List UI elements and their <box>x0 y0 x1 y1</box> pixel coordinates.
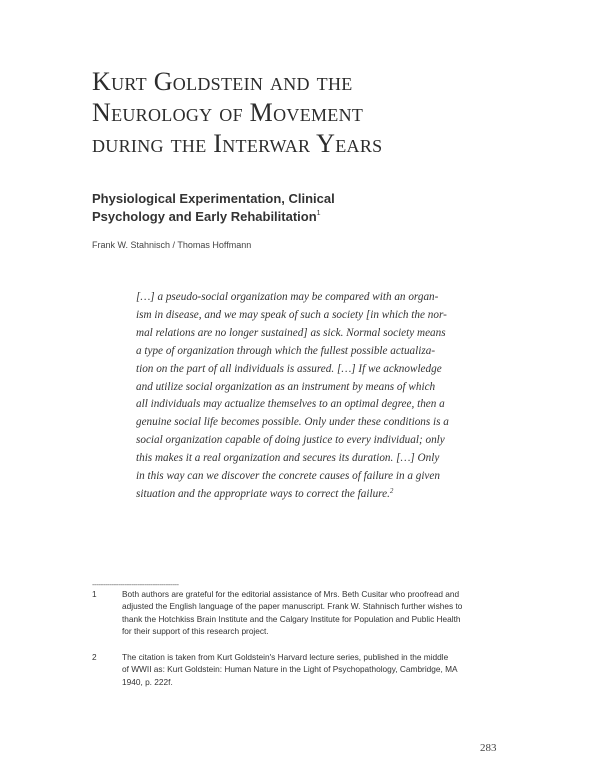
footnote-number: 2 <box>92 652 97 662</box>
authors: Frank W. Stahnisch / Thomas Hoffmann <box>92 240 252 250</box>
footnote-separator: ---------------------------------------- <box>92 580 179 589</box>
footnote-line: 1940, p. 222f. <box>122 676 173 687</box>
chapter-title-line: during the Interwar Years <box>92 129 383 158</box>
subtitle-line-text: Psychology and Early Rehabilitation <box>92 209 317 224</box>
footnote-line: thank the Hotchkiss Brain Institute and the Calgary Institute for Population and Public Health <box>122 613 461 624</box>
quote-line: in this way can we discover the concrete causes of failure in a given <box>136 470 440 483</box>
chapter-title <box>92 66 552 159</box>
footnote-text <box>122 588 514 638</box>
quote-line: all individuals may actualize themselves to an optimal degree, then a <box>136 398 445 411</box>
footnote-line: Both authors are grateful for the editorial assistance of Mrs. Beth Cusitar who proofread and <box>122 589 460 599</box>
subtitle-line <box>92 208 512 226</box>
quote-line: ism in disease, and we may speak of such a society [in which the nor- <box>136 308 447 321</box>
footnote-marker: 1 <box>316 210 321 217</box>
footnote-number: 1 <box>92 589 97 599</box>
epigraph-quote <box>136 289 466 504</box>
quote-line: a type of organization through which the fullest possible actualiza- <box>136 344 436 357</box>
quote-line: mal relations are no longer sustained] as sick. Normal society means <box>136 326 446 339</box>
footnote-line: adjusted the English language of the paper manuscript. Frank W. Stahnisch further wishes to <box>122 601 463 612</box>
footnote-line: for their support of this research project. <box>122 626 269 637</box>
chapter-title-line: Neurology of Movement <box>92 98 364 127</box>
page-number: 283 <box>480 742 497 754</box>
quote-line: genuine social life becomes possible. Only under these conditions is a <box>136 416 449 429</box>
chapter-subtitle <box>92 190 512 226</box>
footnote-line: of WWII as: Kurt Goldstein: Human Nature in the Light of Psychopathology, Cambridge, MA <box>122 664 458 675</box>
quote-line: tion on the part of all individuals is assured. […] If we acknowledge <box>136 362 442 375</box>
quote-line: […] a pseudo-social organization may be compared with an organ- <box>136 291 439 303</box>
footnote-marker: 2 <box>389 486 394 495</box>
footnote-text <box>122 651 514 688</box>
quote-line: social organization capable of doing justice to every individual; only <box>136 434 445 447</box>
subtitle-line: Physiological Experimentation, Clinical <box>92 191 335 206</box>
quote-line: this makes it a real organization and secures its duration. […] Only <box>136 452 440 465</box>
quote-line <box>136 486 466 504</box>
chapter-title-line: Kurt Goldstein and the <box>92 67 353 96</box>
quote-line-text: situation and the appropriate ways to correct the failure. <box>136 487 390 500</box>
quote-line: and utilize social organization as an instrument by means of which <box>136 380 436 393</box>
footnote-line: The citation is taken from Kurt Goldstein's Harvard lecture series, published in the middle <box>122 652 449 662</box>
